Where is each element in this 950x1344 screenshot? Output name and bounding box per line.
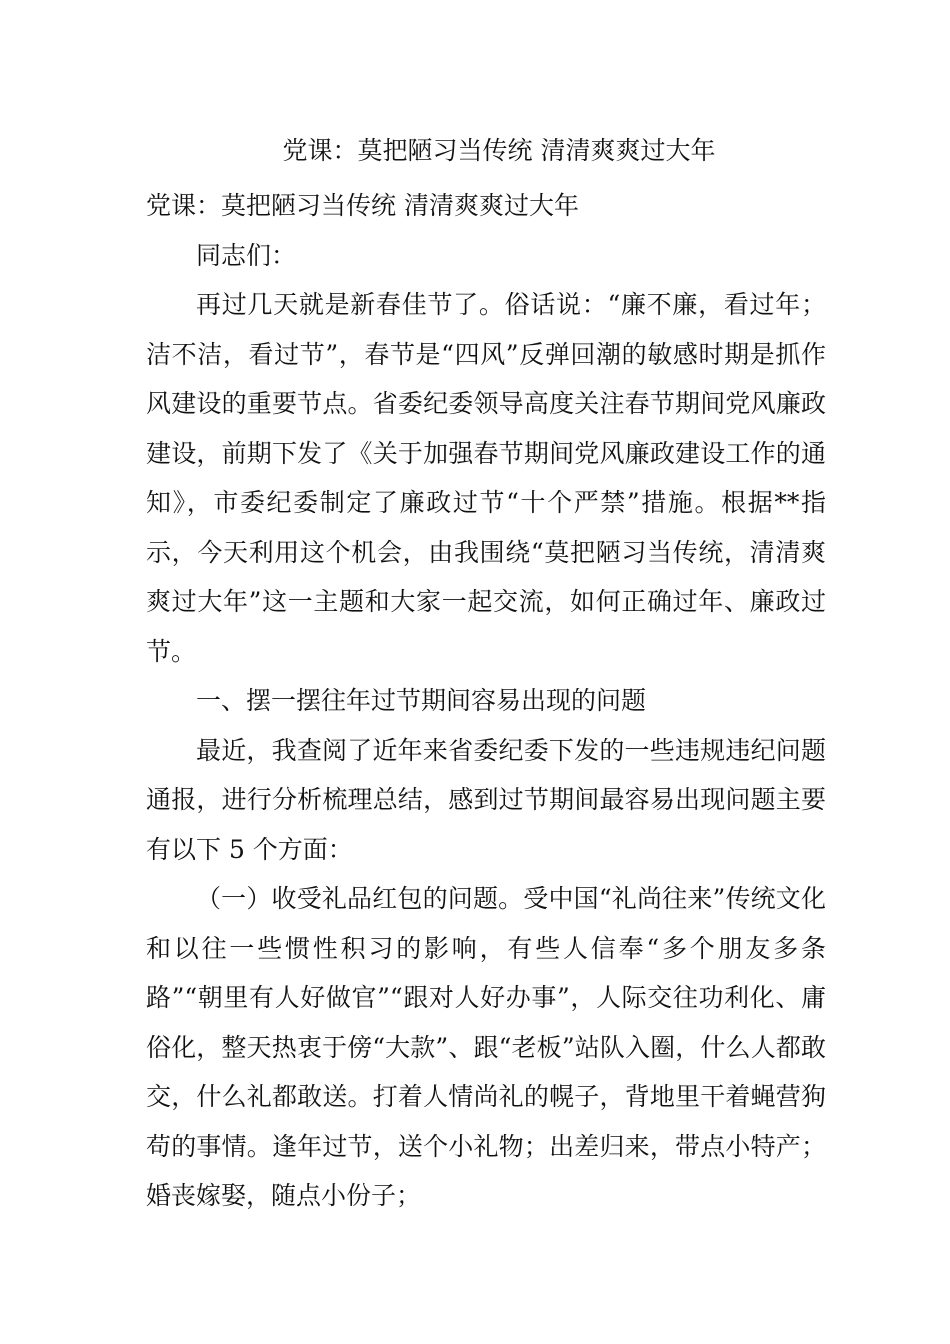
document-subtitle: 党课：莫把陋习当传统 清清爽爽过大年 [146, 191, 579, 220]
document-title: 党课：莫把陋习当传统 清清爽爽过大年 [282, 136, 716, 165]
section-heading: 一、摆一摆往年过节期间容易出现的问题 [196, 686, 647, 715]
intro-paragraph: 再过几天就是新春佳节了。俗话说：“廉不廉，看过年；洁不洁，看过节”，春节是“四风”反弹回潮的敏感时期是抓作风建设的重要节点。省委纪委领导高度关注春节期间党风廉政建设，前期下发了《关于加强春节期间党风廉政建设工作的通知》，市委纪委制定了廉政过节“十个严禁”措施。根据**指示，今天利用这个机会，由我围绕“莫把陋习当传统，清清爽爽过大年”这一主题和大家一起交流，如何正确过年、廉政过节。 [146, 290, 826, 666]
document-body [146, 181, 826, 1221]
salutation-paragraph: 同志们： [196, 240, 297, 270]
overview-paragraph: 最近，我查阅了近年来省委纪委下发的一些违规违纪问题通报，进行分析梳理总结，感到过节期间最容易出现问题主要有以下 5 个方面： [146, 735, 826, 864]
gift-issue-paragraph: （一）收受礼品红包的问题。受中国“礼尚往来”传统文化和以往一些惯性积习的影响，有些人信奉“多个朋友多条路”“朝里有人好做官”“跟对人好办事”，人际交往功利化、庸俗化，整天热衷于傍“大款”、跟“老板”站队入圈，什么人都敢交，什么礼都敢送。打着人情尚礼的幌子，背地里干着蝇营狗苟的事情。逢年过节，送个小礼物；出差归来，带点小特产；婚丧嫁娶，随点小份子； [146, 884, 826, 1210]
